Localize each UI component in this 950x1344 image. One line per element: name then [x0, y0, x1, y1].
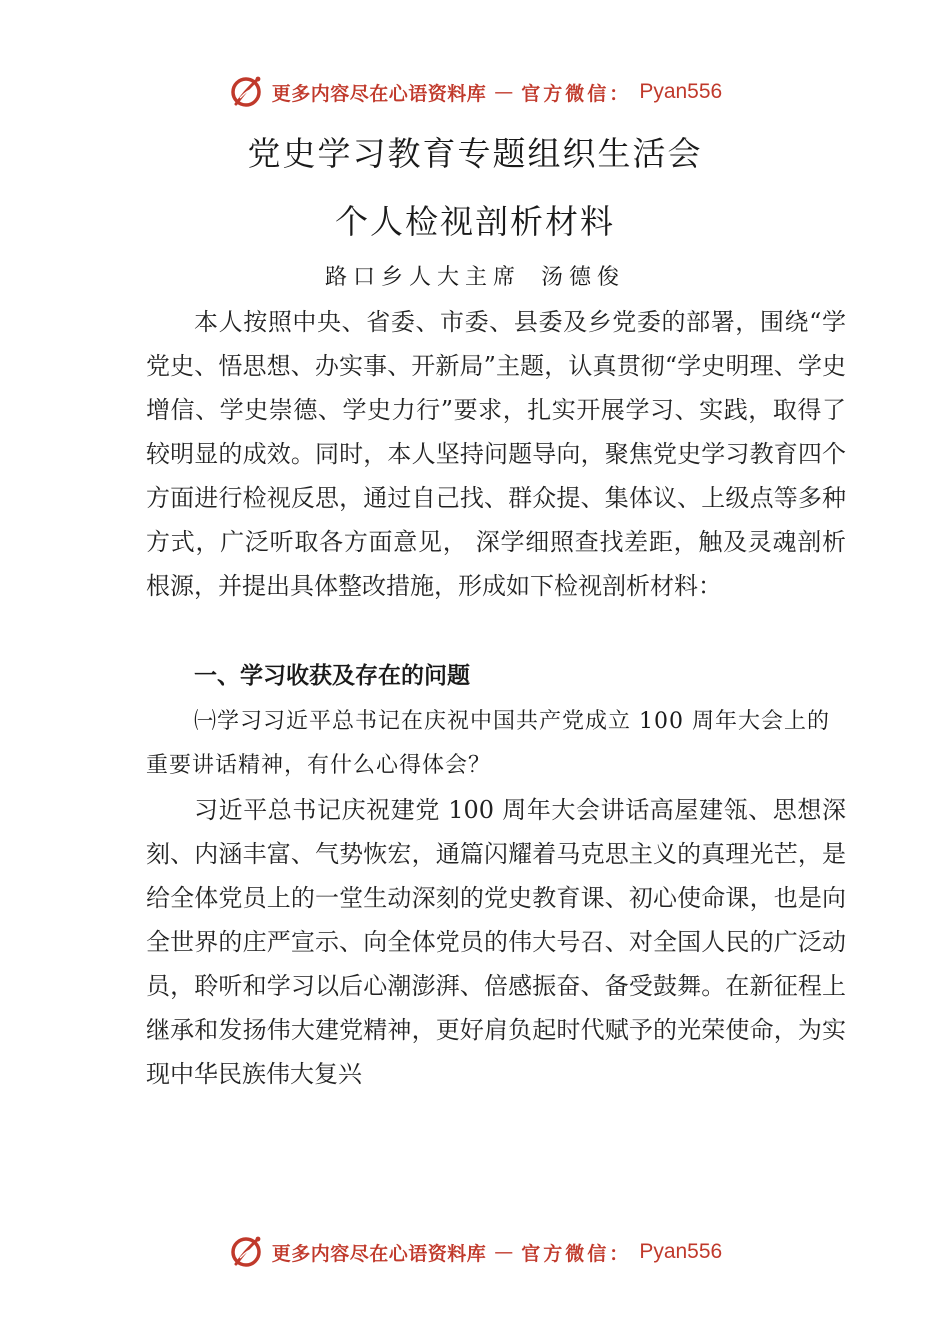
answer-1-paragraph: 习近平总书记庆祝建党 100 周年大会讲话高屋建瓴、思想深刻、内涵丰富、气势恢宏，通篇闪耀着马克思主义的真理光芒，是给全体党员上的一堂生动深刻的党史教育课、初心使命课，也是向全世界的庄严宣示、向全体党员的伟大号召、对全国人民的广泛动员，聆听和学习以后心潮澎湃、倍感振奋、备受鼓舞。在新征程上继承和发扬伟大建党精神，更好肩负起时代赋予的光荣使命，为实现中华民族伟大复兴: [146, 796, 846, 1088]
document-title-line-1: 党史学习教育专题组织生活会: [247, 134, 703, 173]
author-role: 路口乡人大主席: [324, 265, 521, 290]
intro-paragraph: 本人按照中央、省委、市委、县委及乡党委的部署，围绕“学党史、悟思想、办实事、开新局”主题，认真贯彻“学史明理、学史增信、学史崇德、学史力行”要求，扎实开展学习、实践，取得了较明显的成效。同时，本人坚持问题导向，聚焦党史学习教育四个方面进行检视反思，通过自己找、群众提、集体议、上级点等多种方式，广泛听取各方面意见， 深学细照查找差距，触及灵魂剖析根源，并提出具体整改措施，形成如下检视剖析材料：: [146, 308, 846, 600]
ink-brush-logo-icon: [228, 74, 264, 110]
watermark-wechat-label: 官方微信：: [521, 82, 632, 105]
ink-brush-logo-icon: [228, 1234, 264, 1270]
watermark-dash: —: [494, 81, 514, 103]
author-line: [0, 260, 950, 291]
watermark-wechat-label: 官方微信：: [521, 1242, 632, 1265]
watermark-text: 更多内容尽在心语资料库: [271, 82, 487, 105]
section-heading-1: 一、学习收获及存在的问题: [194, 663, 470, 689]
header-watermark: [0, 72, 950, 112]
watermark-text: 更多内容尽在心语资料库: [271, 1242, 487, 1265]
watermark-wechat-id: Pyan556: [639, 1240, 723, 1263]
watermark-dash: —: [494, 1241, 514, 1263]
document-title-line-2: 个人检视剖析材料: [335, 202, 615, 241]
question-1: ㈠学习习近平总书记在庆祝中国共产党成立 100 周年大会上的重要讲话精神，有什么心得体会？: [146, 709, 830, 778]
footer-watermark: [0, 1232, 950, 1272]
author-name: 汤德俊: [541, 265, 626, 290]
watermark-wechat-id: Pyan556: [639, 80, 723, 103]
